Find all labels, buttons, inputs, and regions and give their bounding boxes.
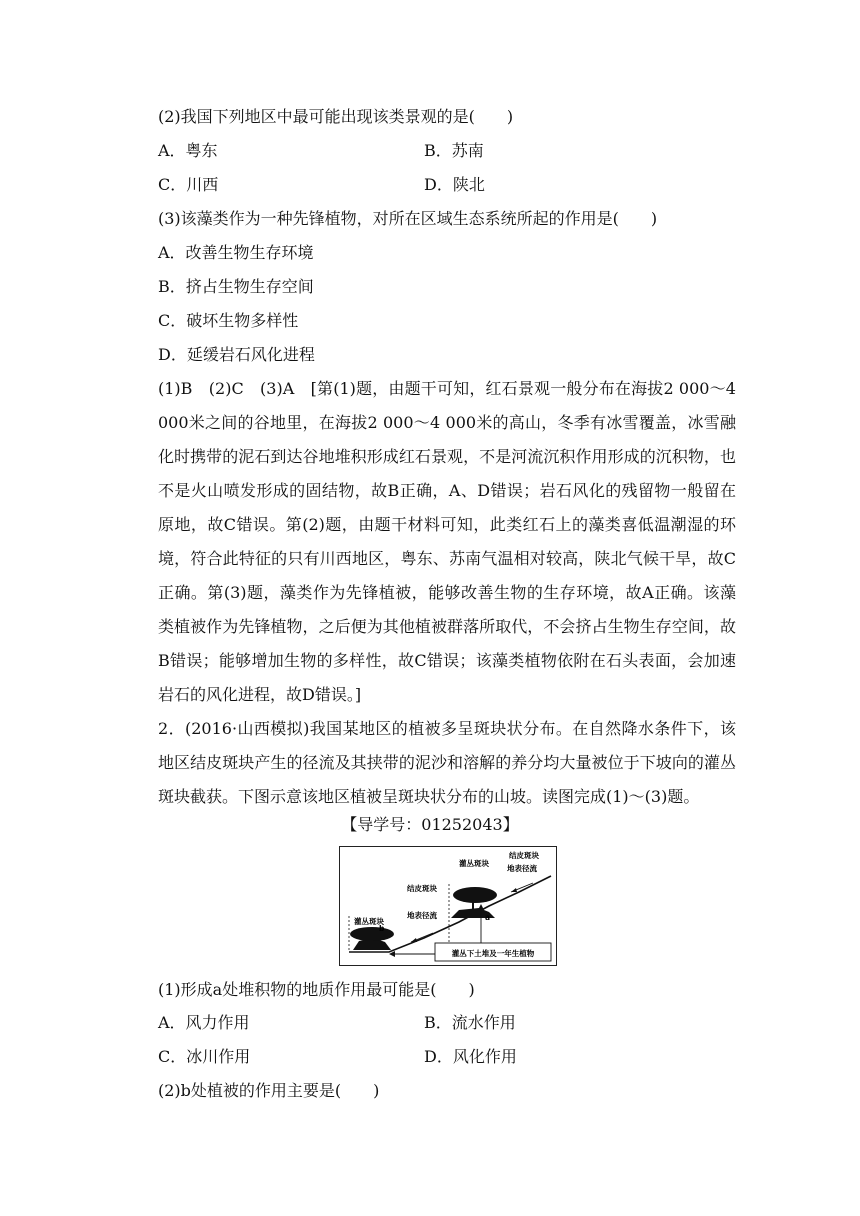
shrub-canopy-lower-icon [350,927,394,941]
shrub-canopy-upper-icon [453,887,497,903]
q2-part1-options-row2 [158,1047,517,1067]
label-shrub-top: 灌丛斑块 [459,859,489,868]
q2-part2-stem: (2)b处植被的作用主要是( ) [158,1081,380,1100]
label-runoff-mid: 地表径流 [407,911,437,920]
label-a: a [485,913,491,922]
q2-part1-options-row1 [158,1013,516,1033]
option-c: C．破坏生物多样性 [158,311,299,330]
slope-vegetation-figure [339,846,557,966]
option-a: A．粤东 [158,141,218,160]
guide-number: 【导学号：01252043】 [341,815,519,834]
option-d: D．风化作用 [424,1047,517,1066]
option-b: B．挤占生物生存空间 [158,277,314,296]
q2-part1-stem: (1)形成a处堆积物的地质作用最可能是( ) [158,980,475,999]
option-d: D．陕北 [424,175,485,194]
option-a: A．改善生物生存环境 [158,243,314,262]
option-b: B．流水作用 [424,1013,516,1032]
label-shrub-left: 灌丛斑块 [354,917,384,926]
option-c: C．川西 [158,175,219,194]
q1-part2-options-row1 [158,141,484,161]
option-d: D．延缓岩石风化进程 [158,345,315,364]
label-b: b [379,924,385,933]
q1-part2-stem: (2)我国下列地区中最可能出现该类景观的是( ) [158,107,514,126]
q1-answer-explanation: (1)B (2)C (3)A [第(1)题，由题干可知，红石景观一般分布在海拔2 000～4 000米之间的谷地里，在海拔2 000～4 000米的高山，冬季有冰雪覆盖，冰雪融化时携带的泥石到达谷地堆积形成红石景观，不是河流沉积作用形成的沉积物，也不是火山喷发形成的固结物，故B正确，A、D错误；岩石风化的残留物一般留在原地，故C错误。第(2)题，由题干材料可知，此类红石上的藻类喜低温潮湿的环境，符合此特征的只有川西地区，粤东、苏南气温相对较高，陕北气候干旱，故C正确。第(3)题，藻类作为先锋植被，能够改善生物的生存环境，故A正确。该藻类植被作为先锋植物，之后便为其他植被群落所取代，不会挤占生物生存空间，故B错误；能够增加生物的多样性，故C错误；该藻类植物依附在石头表面，会加速岩石的风化进程，故D错误。] [158,379,736,704]
option-b: B．苏南 [424,141,484,160]
q1-part2-options-row2 [158,175,485,195]
q2-stem: 2．(2016·山西模拟)我国某地区的植被多呈斑块状分布。在自然降水条件下，该地区结皮斑块产生的径流及其挟带的泥沙和溶解的养分均大量被位于下坡向的灌丛斑块截获。下图示意该地区植被呈斑块状分布的山坡。读图完成(1)～(3)题。 [158,719,736,806]
option-c: C．冰川作用 [158,1047,251,1066]
label-runoff-top: 地表径流 [507,864,537,873]
label-crust-mid: 结皮斑块 [407,884,437,893]
q1-part3-stem: (3)该藻类作为一种先锋植物，对所在区域生态系统所起的作用是( ) [158,209,658,228]
label-crust-top: 结皮斑块 [509,851,539,860]
label-box: 灌丛下土堆及一年生植物 [451,949,535,958]
option-a: A．风力作用 [158,1013,250,1032]
